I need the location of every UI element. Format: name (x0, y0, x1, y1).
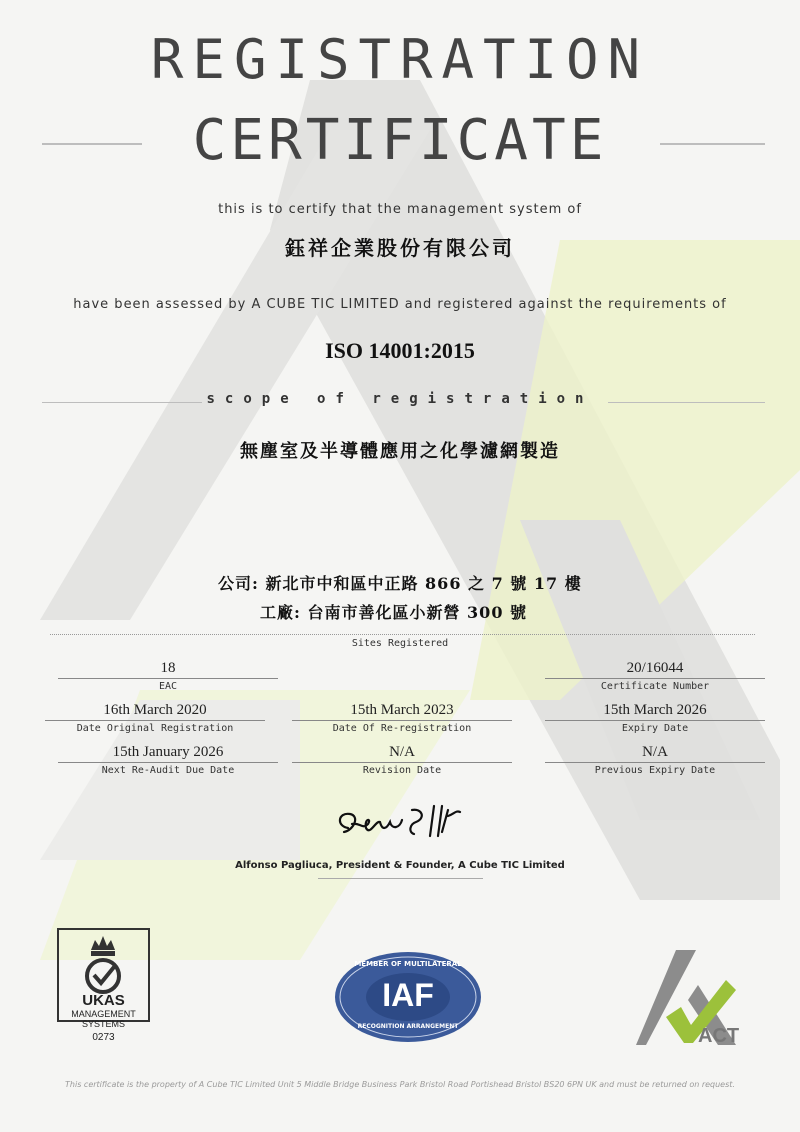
revision-date-label: Revision Date (362, 765, 442, 776)
original-registration-underline (45, 720, 265, 721)
certify-text: this is to certify that the management system of (218, 202, 582, 217)
previous-expiry-label: Previous Expiry Date (594, 765, 716, 776)
sites-divider (50, 634, 755, 635)
revision-date-underline (292, 762, 512, 763)
previous-expiry-field (545, 744, 765, 776)
expiry-date-label: Expiry Date (621, 723, 689, 734)
scope-heading: scope of registration (206, 391, 594, 407)
iaf-top-text: MEMBER OF MULTILATERAL (354, 960, 462, 968)
certificate-number-value: 20/16044 (626, 660, 684, 676)
certificate-number-field (545, 660, 765, 692)
previous-expiry-value: N/A (642, 744, 668, 760)
previous-expiry-underline (545, 762, 765, 763)
signature-rule (318, 878, 483, 879)
revision-date-field (292, 744, 512, 776)
ukas-logo (57, 928, 150, 1046)
expiry-date-value: 15th March 2026 (603, 702, 707, 718)
ukas-number: 0273 (92, 1032, 115, 1043)
scope-text: 無塵室及半導體應用之化學濾網製造 (240, 441, 560, 462)
eac-underline (58, 678, 278, 679)
eac-value: 18 (160, 660, 176, 676)
original-registration-label: Date Original Registration (76, 723, 234, 734)
certificate-number-label: Certificate Number (600, 681, 710, 692)
certificate-title-line1: REGISTRATION (150, 28, 650, 91)
act-logo (636, 945, 751, 1050)
re-registration-label: Date Of Re-registration (332, 723, 472, 734)
iaf-bottom-text: RECOGNITION ARRANGEMENT (357, 1023, 459, 1030)
certificate-title-line2: CERTIFICATE (192, 108, 608, 173)
ukas-wordmark: UKAS (82, 992, 125, 1009)
company-address: 公司: 新北市中和區中正路 866 之 7 號 17 樓 (218, 574, 582, 593)
ukas-systems: SYSTEMS (81, 1019, 125, 1029)
re-audit-label: Next Re-Audit Due Date (101, 765, 235, 776)
assessed-text: have been assessed by A CUBE TIC LIMITED and registered against the requirements of (73, 297, 727, 312)
certificate-number-underline (545, 678, 765, 679)
standard-name: ISO 14001:2015 (325, 338, 475, 363)
footer-disclaimer: This certificate is the property of A Cube TIC Limited Unit 5 Middle Bridge Business Park Bristol Road Portishead Bristol BS20 6PN UK and must be returned on request. (65, 1080, 735, 1089)
expiry-date-underline (545, 720, 765, 721)
factory-address: 工廠: 台南市善化區小新營 300 號 (260, 603, 528, 622)
eac-field (58, 660, 278, 692)
re-registration-underline (292, 720, 512, 721)
sites-registered-label: Sites Registered (351, 638, 449, 649)
re-registration-field (292, 702, 512, 734)
re-audit-underline (58, 762, 278, 763)
signature-image (330, 800, 490, 848)
signatory-name: Alfonso Pagliuca, President & Founder, A Cube TIC Limited (235, 860, 565, 871)
ukas-management: MANAGEMENT (71, 1009, 136, 1019)
eac-label: EAC (158, 681, 178, 692)
re-audit-field (58, 744, 278, 776)
original-registration-value: 16th March 2020 (103, 702, 207, 718)
original-registration-field (45, 702, 265, 734)
revision-date-value: N/A (389, 744, 415, 760)
expiry-date-field (545, 702, 765, 734)
re-audit-value: 15th January 2026 (112, 744, 224, 760)
act-wordmark: ACT (698, 1025, 740, 1047)
iaf-logo (333, 950, 483, 1045)
iaf-center-text: IAF (382, 977, 434, 1013)
company-name: 鈺祥企業股份有限公司 (285, 236, 515, 260)
re-registration-value: 15th March 2023 (350, 702, 454, 718)
